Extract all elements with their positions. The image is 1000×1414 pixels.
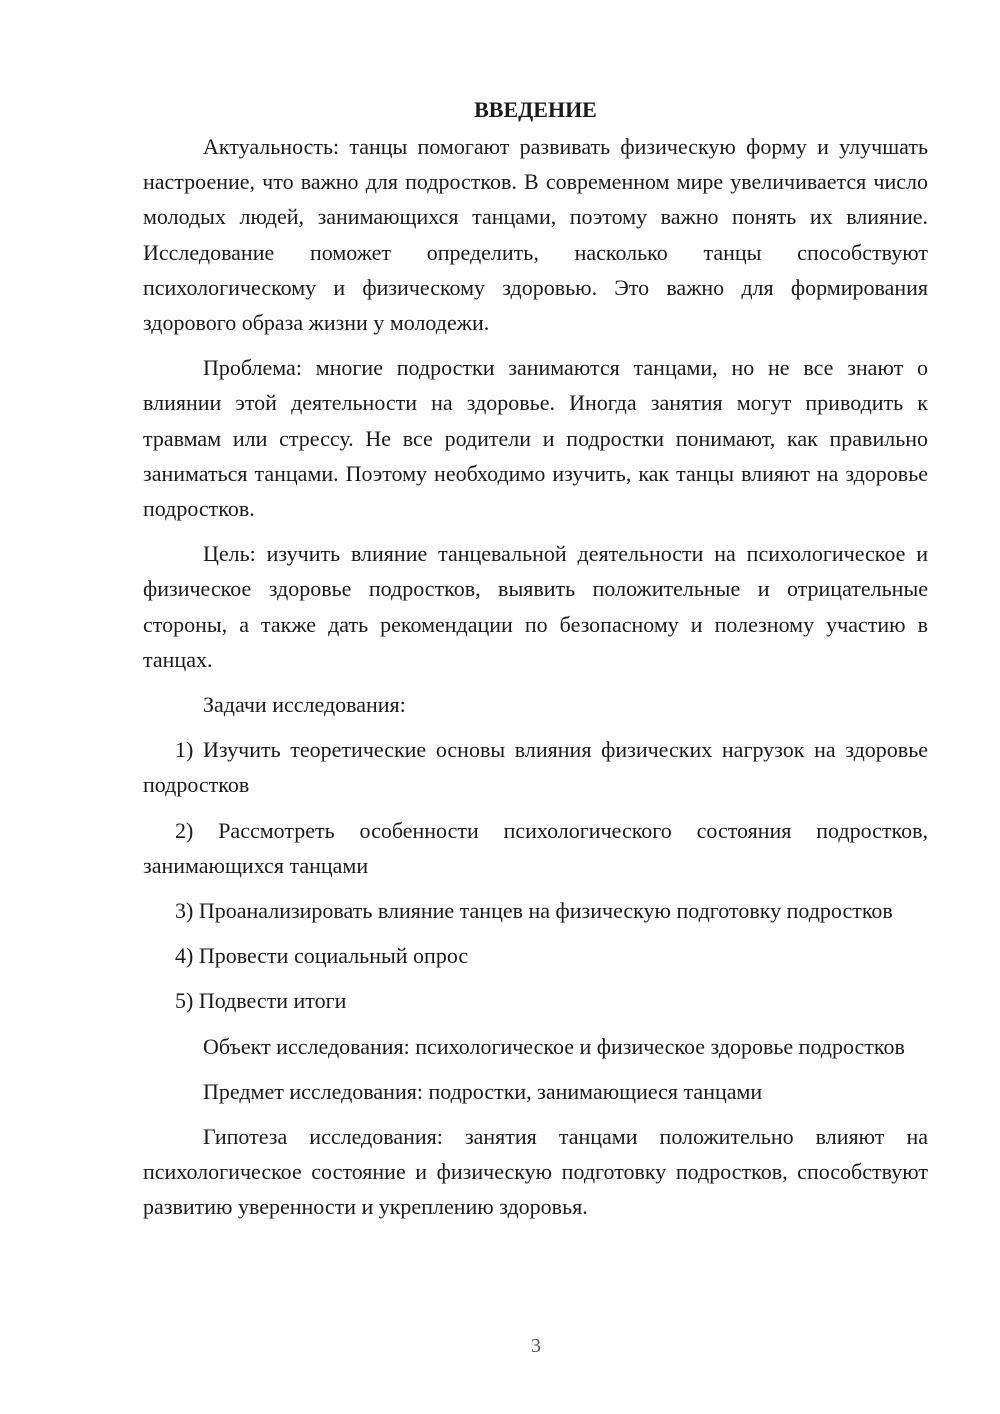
- task-item: 3) Проанализировать влияние танцев на физическую подготовку подростков: [175, 898, 893, 924]
- task-item: 1) Изучить теоретические основы влияния физических нагрузок на здоровье подростков: [143, 737, 928, 798]
- object-paragraph: Объект исследования: психологическое и физическое здоровье подростков: [203, 1033, 905, 1059]
- hypothesis-paragraph: Гипотеза исследования: занятия танцами положительно влияют на психологическое состояние и физическую подготовку подростков, способствуют развитию уверенности и укреплению здоровья.: [143, 1124, 928, 1220]
- section-title: ВВЕДЕНИЕ: [474, 97, 597, 122]
- task-item: 4) Провести социальный опрос: [175, 943, 469, 969]
- problem-paragraph: Проблема: многие подростки занимаются танцами, но не все знают о влиянии этой деятельности на здоровье. Иногда занятия могут приводить к травмам или стрессу. Не все родители и подростки понимают, как правильно заниматься танцами. Поэтому необходимо изучить, как танцы влияют на здоровье подростков.: [143, 355, 928, 522]
- task-item: 5) Подвести итоги: [175, 988, 347, 1014]
- page-number: 3: [531, 1335, 541, 1357]
- task-item: 2) Рассмотреть особенности психологического состояния подростков, занимающихся танцами: [143, 817, 928, 878]
- page-content: [143, 92, 928, 1235]
- tasks-heading: Задачи исследования:: [203, 692, 406, 718]
- subject-paragraph: Предмет исследования: подростки, занимающиеся танцами: [203, 1078, 763, 1104]
- goal-paragraph: Цель: изучить влияние танцевальной деятельности на психологическое и физическое здоровье подростков, выявить положительные и отрицательные стороны, а также дать рекомендации по безопасному и полезному участию в танцах.: [143, 541, 928, 672]
- relevance-paragraph: Актуальность: танцы помогают развивать физическую форму и улучшать настроение, что важно для подростков. В современном мире увеличивается число молодых людей, занимающихся танцами, поэтому важно понять их влияние. Исследование поможет определить, насколько танцы способствуют психологическому и физическому здоровью. Это важно для формирования здорового образа жизни у молодежи.: [143, 134, 928, 336]
